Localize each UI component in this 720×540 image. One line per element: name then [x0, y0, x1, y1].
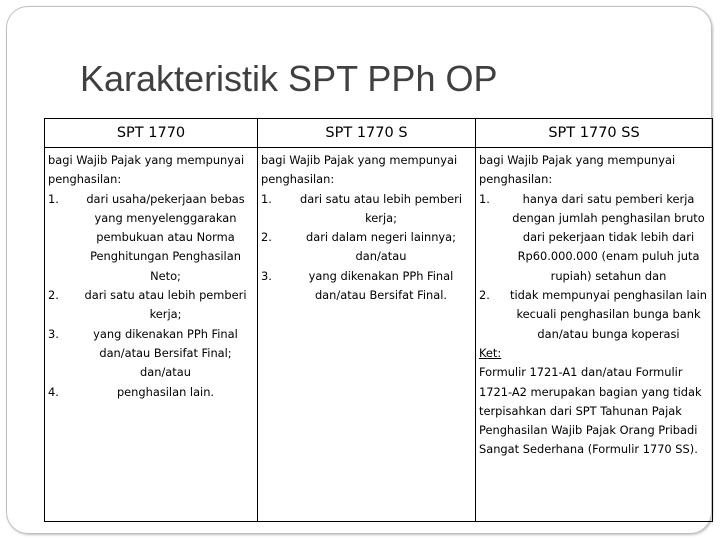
item-number: 1.	[48, 191, 59, 206]
criteria-list	[48, 190, 255, 402]
item-number: 3.	[261, 268, 272, 283]
header-spt-1770-s: SPT 1770 S	[258, 119, 476, 148]
cell-spt-1770-ss	[476, 148, 713, 522]
item-number: 3.	[48, 326, 59, 341]
list-item	[261, 190, 473, 229]
header-spt-1770: SPT 1770	[45, 119, 258, 148]
spt-comparison-table	[44, 118, 713, 522]
item-text: dari dalam negeri lainnya; dan/atau	[306, 230, 456, 264]
item-number: 2.	[479, 288, 490, 303]
item-number: 4.	[48, 384, 59, 399]
note-text: Formulir 1721-A1 dan/atau Formulir 1721-A2 merupakan bagian yang tidak terpisahkan dari SPT Tahunan Pajak Penghasilan Wajib Pajak Orang Pribadi Sangat Sederhana (Formulir 1770 SS).	[479, 365, 702, 457]
item-number: 1.	[261, 191, 272, 206]
item-text: dari usaha/pekerjaan bebas yang menyelenggarakan pembukuan atau Norma Penghitungan Penghasilan Neto;	[86, 191, 245, 283]
criteria-list	[261, 190, 473, 306]
item-number: 1.	[479, 191, 490, 206]
cell-intro: bagi Wajib Pajak yang mempunyai penghasilan:	[479, 153, 676, 187]
note-label: Ket:	[479, 345, 502, 360]
item-text: yang dikenakan PPh Final dan/atau Bersifat Final.	[308, 268, 454, 303]
item-number: 2.	[48, 288, 59, 303]
cell-spt-1770-s	[258, 148, 476, 522]
cell-intro: bagi Wajib Pajak yang mempunyai penghasilan:	[261, 153, 458, 187]
item-text: dari satu atau lebih pemberi kerja;	[300, 191, 462, 225]
item-text: yang dikenakan PPh Final dan/atau Bersifat Final; dan/atau	[93, 326, 238, 380]
list-item	[48, 325, 255, 383]
table-body-row	[45, 148, 713, 522]
slide-title: Karakteristik SPT PPh OP	[80, 58, 498, 99]
item-text: hanya dari satu pemberi kerja dengan jumlah penghasilan bruto dari pekerjaan tidak lebih dari Rp60.000.000 (enam puluh juta rupiah) setahun dan	[512, 191, 705, 283]
item-text: dari satu atau lebih pemberi kerja;	[84, 288, 247, 322]
list-item	[479, 190, 710, 286]
header-spt-1770-ss: SPT 1770 SS	[476, 119, 713, 148]
list-item	[261, 228, 473, 267]
list-item	[48, 190, 255, 286]
cell-spt-1770	[45, 148, 258, 522]
item-text: tidak mempunyai penghasilan lain kecuali penghasilan bunga bank dan/atau bunga koperasi	[510, 288, 707, 341]
list-item	[479, 286, 710, 344]
list-item	[261, 267, 473, 306]
list-item	[48, 286, 255, 325]
item-number: 2.	[261, 230, 272, 245]
list-item	[48, 383, 255, 402]
criteria-list	[479, 190, 710, 344]
table-header-row	[45, 119, 713, 148]
cell-intro: bagi Wajib Pajak yang mempunyai penghasilan:	[48, 153, 245, 187]
item-text: penghasilan lain.	[116, 384, 215, 399]
